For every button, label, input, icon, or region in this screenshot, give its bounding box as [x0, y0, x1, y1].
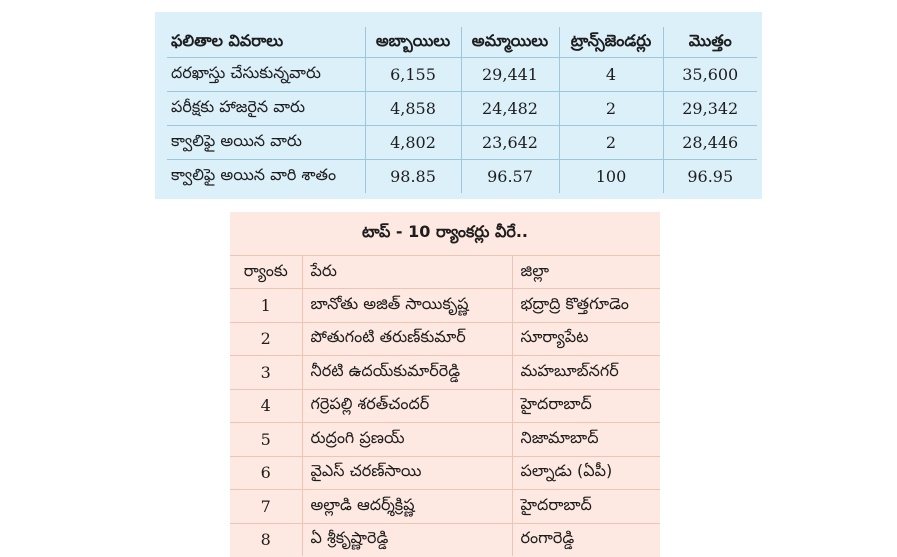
cell-girls: 24,482 — [461, 92, 559, 126]
cell-boys: 6,155 — [365, 58, 461, 92]
row-label: క్వాలిఫై అయిన వారి శాతం — [171, 165, 337, 184]
cell-rank: 3 — [230, 356, 302, 390]
table-row — [167, 58, 757, 92]
cell-district: సూర్యాపేట — [512, 322, 660, 356]
row-label: క్వాలిఫై అయిన వారు — [167, 126, 365, 160]
rankers-title: టాప్ - 10 ర్యాంకర్లు వీరే.. — [361, 222, 529, 241]
table-row — [230, 289, 660, 323]
cell-district: నిజామాబాద్ — [512, 423, 660, 457]
cell-rank: 8 — [230, 523, 302, 556]
cell-district: మహబూబ్‌నగర్ — [512, 356, 660, 390]
cell-district: హైదరాబాద్ — [512, 490, 660, 524]
cell-rank: 4 — [230, 389, 302, 423]
results-summary-table — [155, 12, 762, 199]
cell-transgenders: 2 — [559, 92, 663, 126]
header-rank: ర్యాంకు — [230, 256, 302, 289]
cell-name: వైఎస్ చరణ్‌సాయి — [302, 456, 512, 490]
cell-rank: 6 — [230, 456, 302, 490]
rankers-header-row — [230, 256, 660, 289]
header-boys: అబ్బాయిలు — [365, 27, 461, 58]
cell-name: బానోతు అజిత్ సాయికృష్ణ — [302, 289, 512, 323]
table-row — [167, 160, 757, 194]
table-row — [167, 126, 757, 160]
cell-transgenders: 2 — [559, 126, 663, 160]
cell-transgenders: 4 — [559, 58, 663, 92]
cell-name: ఏ శ్రీకృష్ణారెడ్డి — [302, 523, 512, 556]
cell-total: 35,600 — [663, 58, 757, 92]
header-name: పేరు — [302, 256, 512, 289]
table-row — [230, 490, 660, 524]
cell-name: నీరటి ఉదయ్‌కుమార్‌రెడ్డి — [302, 356, 512, 390]
cell-boys: 4,802 — [365, 126, 461, 160]
cell-transgenders: 100 — [559, 160, 663, 194]
cell-girls: 29,441 — [461, 58, 559, 92]
cell-district: రంగారెడ్డి — [512, 523, 660, 556]
cell-rank: 1 — [230, 289, 302, 323]
table-row — [230, 523, 660, 556]
table-row — [167, 92, 757, 126]
cell-boys: 4,858 — [365, 92, 461, 126]
row-label: పరీక్షకు హాజరైన వారు — [167, 92, 365, 126]
cell-girls: 23,642 — [461, 126, 559, 160]
results-header-row — [167, 27, 757, 58]
table-row — [230, 456, 660, 490]
top-rankers-table — [230, 212, 660, 557]
cell-girls: 96.57 — [461, 160, 559, 194]
table-row — [230, 356, 660, 390]
header-girls: అమ్మాయిలు — [461, 27, 559, 58]
cell-district: భద్రాద్రి కొత్తగూడెం — [512, 289, 660, 323]
header-total: మొత్తం — [663, 27, 757, 58]
header-district: జిల్లా — [512, 256, 660, 289]
row-label: దరఖాస్తు చేసుకున్నవారు — [167, 58, 365, 92]
cell-boys: 98.85 — [365, 160, 461, 194]
cell-district: పల్నాడు (ఏపీ) — [512, 456, 660, 490]
cell-rank: 7 — [230, 490, 302, 524]
cell-name: అల్లాడి ఆదర్శ్‌క్రిష్ణ — [302, 490, 512, 524]
table-row — [230, 423, 660, 457]
cell-district: హైదరాబాద్ — [512, 389, 660, 423]
table-row — [230, 322, 660, 356]
header-transgenders: ట్రాన్స్‌జెండర్లు — [559, 27, 663, 58]
cell-name: రుద్రంగి ప్రణయ్ — [302, 423, 512, 457]
cell-name: గర్రెపల్లి శరత్‌చందర్ — [302, 389, 512, 423]
table-row — [230, 389, 660, 423]
header-details: ఫలితాల వివరాలు — [167, 27, 365, 58]
cell-name: పోతుగంటి తరుణ్‌కుమార్ — [302, 322, 512, 356]
cell-rank: 2 — [230, 322, 302, 356]
cell-total: 96.95 — [663, 160, 757, 194]
cell-total: 28,446 — [663, 126, 757, 160]
cell-rank: 5 — [230, 423, 302, 457]
cell-total: 29,342 — [663, 92, 757, 126]
